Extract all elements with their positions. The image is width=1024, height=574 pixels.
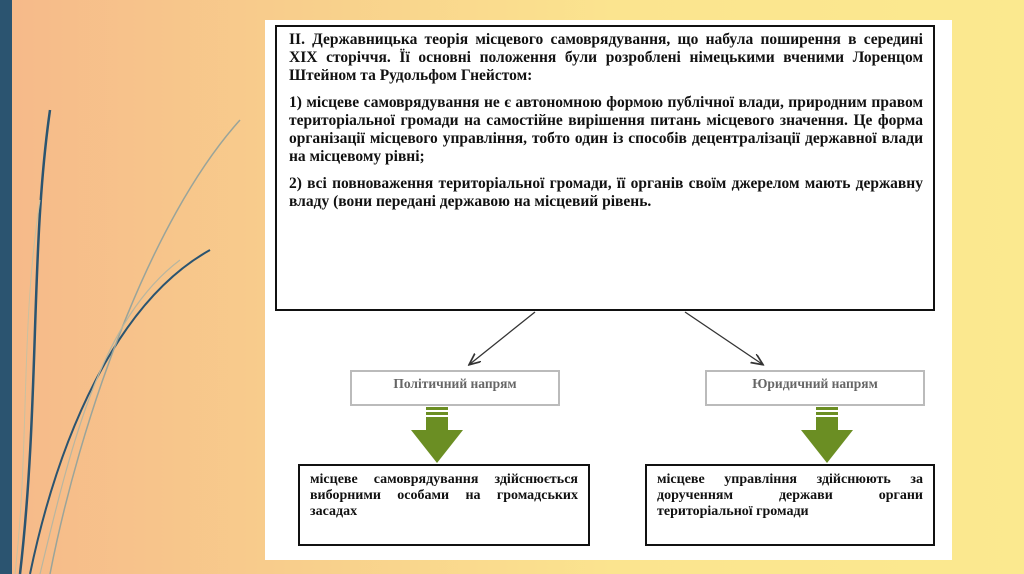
green-arrow-left [411,407,463,463]
legal-result-box: місцеве управління здійснюють за дорученням держави органи територіальної громади [645,464,935,546]
main-theory-box [275,25,935,311]
diagram-panel [265,20,952,560]
decorative-swooshes [0,0,260,574]
legal-direction-label: Юридичний напрям [705,370,925,406]
political-direction-label: Політичний напрям [350,370,560,406]
theory-point-1: 1) місцеве самоврядування не є автономною формою публічної влади, природним правом територіальної громади на самостійне вирішення питань місцевого значення. Це форма організації місцевого управління, тобто один із способів децентралізації державної влади на місцевому рівні; [289,94,923,165]
arrow-to-political [470,312,535,364]
theory-intro: , що набула поширення в середині ХІХ сторіччя. Її основні положення були розроблені німецькими вченими Лоренцом Штейном та Рудольфом Гнейстом: [289,31,923,84]
theory-title: ІІ. Державницька теорія місцевого самоврядування [289,31,667,48]
green-arrow-right [801,407,853,463]
theory-point-2: 2) всі повноваження територіальної громади, її органів своїм джерелом мають державну владу (вони передані державою на місцевий рівень. [289,175,923,210]
political-result-box: місцеве самоврядування здійснюється виборними особами на громадських засадах [298,464,590,546]
arrow-to-legal [685,312,762,364]
